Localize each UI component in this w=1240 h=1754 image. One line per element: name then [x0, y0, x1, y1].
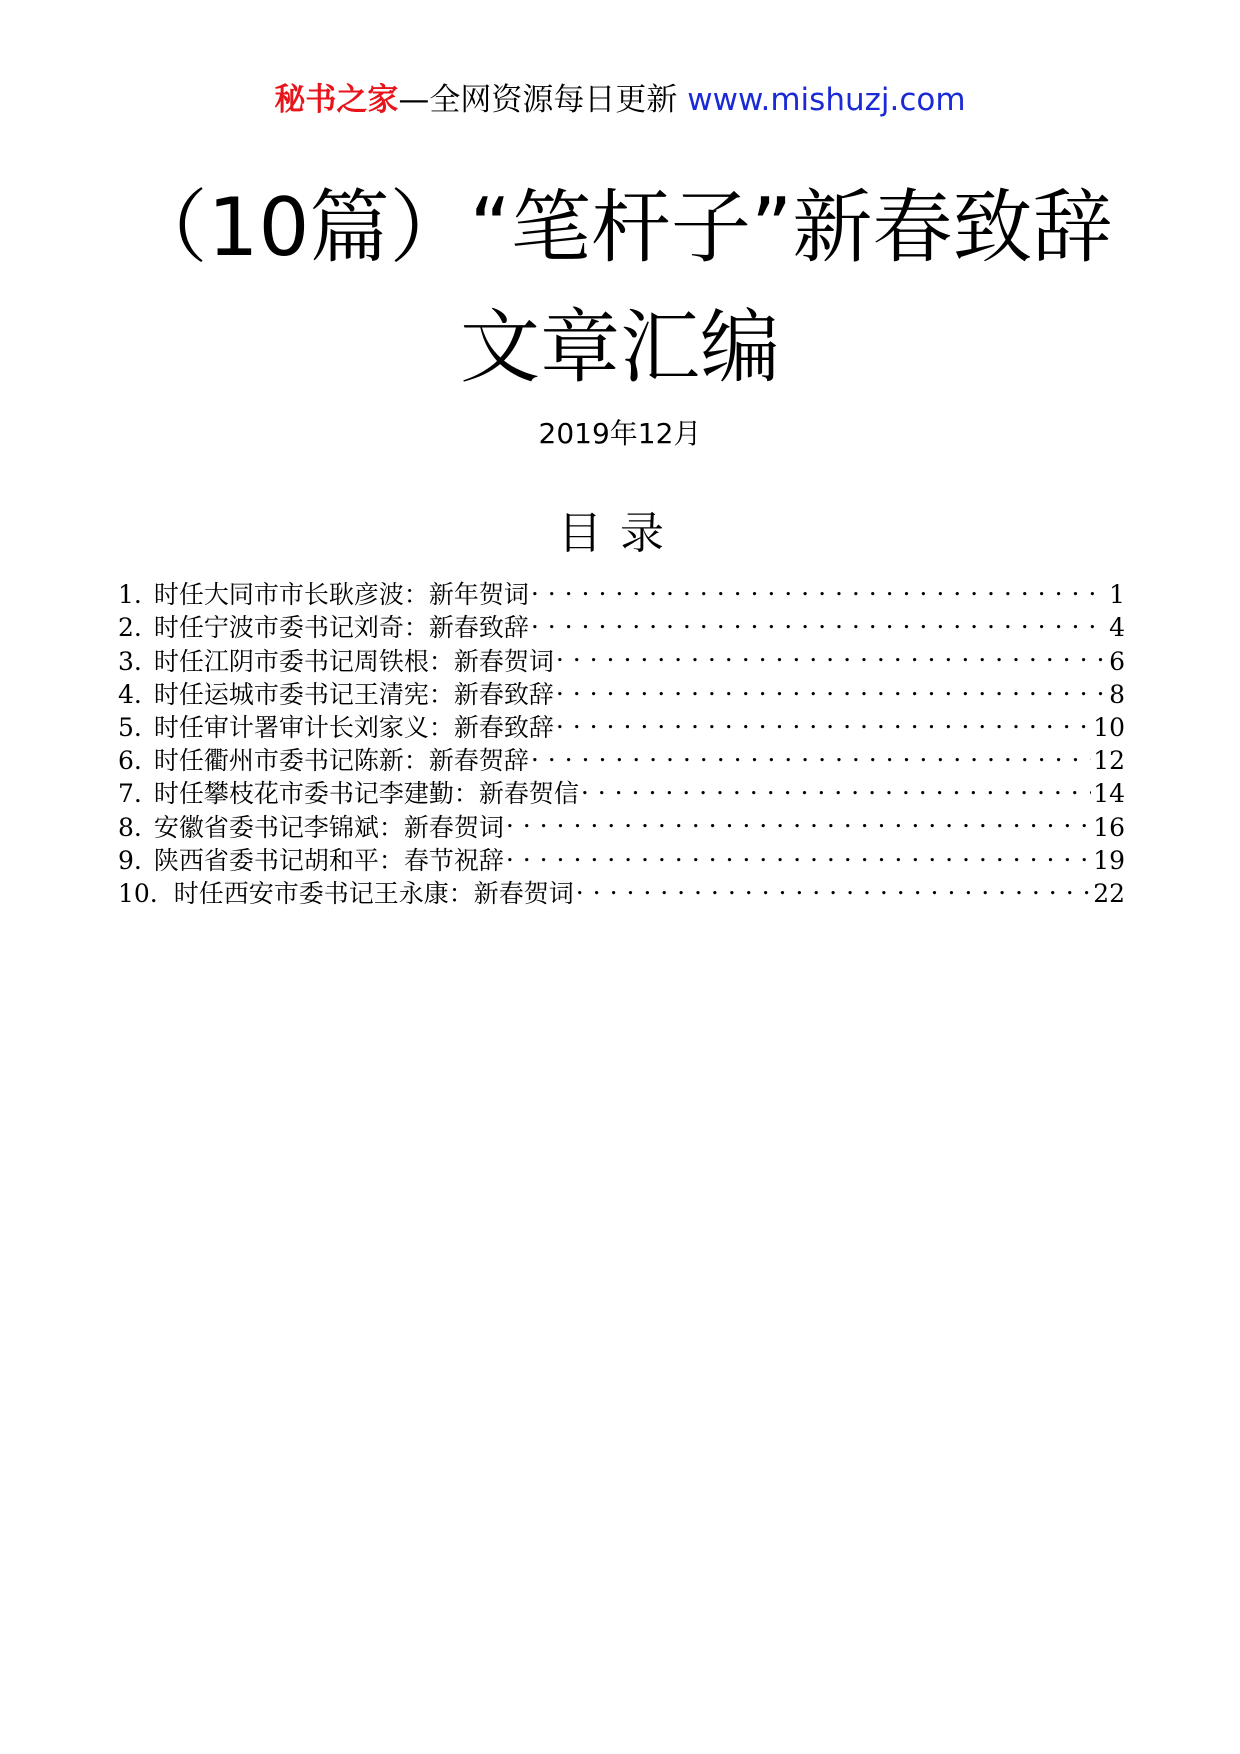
site-header: [0, 78, 1240, 122]
toc-entry-number: 7.: [118, 779, 142, 809]
toc-entry-number: 10.: [118, 878, 158, 908]
toc-entry-title: 时任运城市委书记王清宪：新春致辞: [153, 679, 554, 709]
toc-dot-leader: [506, 836, 1091, 869]
toc-entry-page: 4: [1109, 613, 1125, 643]
toc-entry-number: 8.: [118, 812, 142, 842]
toc-entry-page: 8: [1109, 679, 1125, 709]
toc-entry-number: 6.: [118, 746, 142, 776]
toc-entry-page: 14: [1093, 779, 1125, 809]
toc-entry-page: 10: [1093, 712, 1125, 742]
site-tagline: —全网资源每日更新: [398, 82, 688, 118]
toc-entry-page: 1: [1109, 580, 1125, 610]
toc-entry-number: 1.: [118, 580, 142, 610]
document-date: 2019年12月: [538, 417, 702, 450]
toc-dot-leader: [531, 570, 1107, 603]
toc-heading: 目录: [558, 508, 682, 559]
toc-dot-leader: [556, 703, 1091, 736]
site-url-link[interactable]: www.mishuzj.com: [687, 82, 966, 118]
toc-entry-number: 3.: [118, 646, 142, 676]
document-title-line-1: （10篇）“笔杆子”新春致辞: [127, 181, 1113, 274]
toc-entry-page: 22: [1093, 878, 1125, 908]
toc-dot-leader: [506, 802, 1091, 835]
toc-entry-page: 16: [1093, 812, 1125, 842]
toc-dot-leader: [581, 769, 1091, 802]
toc-entry-number: 5.: [118, 712, 142, 742]
toc-entry[interactable]: [118, 570, 1125, 610]
toc-entry-number: 9.: [118, 845, 142, 875]
toc-entry-page: 19: [1093, 845, 1125, 875]
toc-entry-number: 2.: [118, 613, 142, 643]
toc-entry-title: 时任衢州市委书记陈新：新春贺辞: [153, 746, 529, 776]
toc-entry-title: 时任宁波市委书记刘奇：新春致辞: [153, 613, 529, 643]
toc-entry-page: 6: [1109, 646, 1125, 676]
site-name: 秘书之家: [274, 82, 399, 118]
toc-entry-title: 时任攀枝花市委书记李建勤：新春贺信: [153, 779, 579, 809]
toc-dot-leader: [531, 603, 1107, 636]
table-of-contents: [118, 570, 1125, 908]
toc-entry-number: 4.: [118, 679, 142, 709]
toc-entry-title: 时任大同市市长耿彦波：新年贺词: [153, 580, 529, 610]
toc-entry-title: 安徽省委书记李锦斌：新春贺词: [153, 812, 504, 842]
toc-dot-leader: [576, 869, 1091, 902]
toc-dot-leader: [556, 636, 1107, 669]
document-title-line-2: 文章汇编: [460, 301, 780, 394]
toc-entry-title: 时任西安市委书记王永康：新春贺词: [173, 878, 574, 908]
toc-dot-leader: [556, 670, 1107, 703]
toc-entry-page: 12: [1093, 746, 1125, 776]
toc-entry-title: 陕西省委书记胡和平：春节祝辞: [153, 845, 504, 875]
toc-dot-leader: [531, 736, 1091, 769]
toc-entry-title: 时任江阴市委书记周铁根：新春贺词: [153, 646, 554, 676]
toc-entry-title: 时任审计署审计长刘家义：新春致辞: [153, 712, 554, 742]
